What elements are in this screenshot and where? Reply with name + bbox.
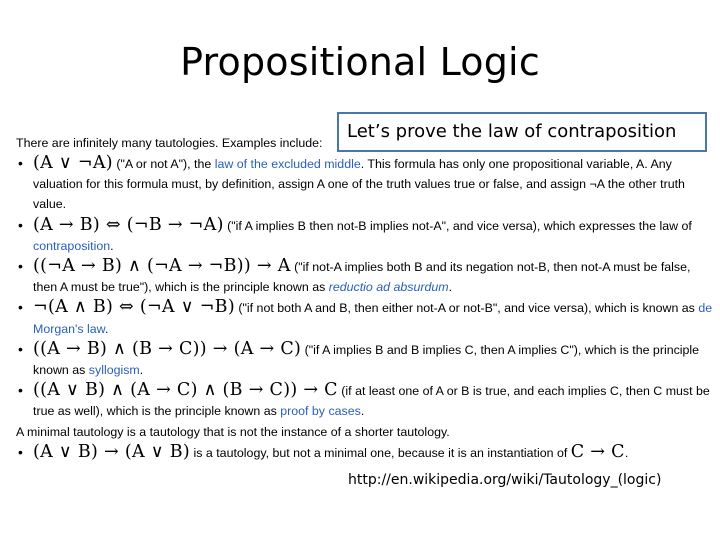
bullet-icon: • xyxy=(18,443,23,460)
wiki-link-proof-by-cases[interactable]: proof by cases xyxy=(280,404,361,419)
wiki-link-contraposition[interactable]: contraposition xyxy=(33,238,111,253)
formula: (A → B) ⇔ (¬B → ¬A) xyxy=(33,214,224,235)
formula: C → C xyxy=(570,441,625,462)
item-text: ("if A implies B and B implies C, then A implies C"), which is the principle known as xyxy=(33,342,700,378)
source-url: http://en.wikipedia.org/wiki/Tautology_(logic) xyxy=(348,472,662,488)
bullet-icon: • xyxy=(18,155,23,171)
item-text: . xyxy=(104,321,109,336)
tautology-list xyxy=(16,153,716,422)
item-text: (if at least one of A or B is true, and each implies C, then C must be true as well), which is the principle known as xyxy=(33,384,710,419)
formula: ((A ∨ B) ∧ (A → C) ∧ (B → C)) → C xyxy=(33,380,338,401)
item-text: . xyxy=(139,363,144,378)
item-text: is a tautology, but not a minimal one, because it is an instantiation of xyxy=(190,445,571,460)
wiki-link-de-morgan[interactable]: de Morgan's law xyxy=(33,301,713,336)
list-item xyxy=(16,442,716,463)
list-item xyxy=(16,215,716,256)
item-text: . This formula has only one propositional variable, A. Any valuation for this formula must, by definition, assign A one of the truth values true or false, and assign ¬A the other truth value. xyxy=(33,157,685,212)
slide-title: Propositional Logic xyxy=(180,40,540,84)
wiki-link-excluded-middle[interactable]: law of the excluded middle xyxy=(214,157,361,171)
item-text: . xyxy=(360,404,365,419)
list-item xyxy=(16,380,716,421)
item-text: . xyxy=(448,280,453,295)
callout-box: Let’s prove the law of contraposition xyxy=(337,112,707,152)
item-text: ("A or not A"), the xyxy=(112,157,215,171)
bullet-icon: • xyxy=(18,258,23,275)
bullet-icon: • xyxy=(18,382,23,399)
minimal-list xyxy=(16,442,716,463)
formula: ((¬A → B) ∧ (¬A → ¬B)) → A xyxy=(33,256,291,277)
wiki-link-syllogism[interactable]: syllogism xyxy=(88,363,140,378)
formula: (A ∨ ¬A) xyxy=(33,153,113,173)
formula: (A ∨ B) → (A ∨ B) xyxy=(33,441,191,462)
bullet-icon: • xyxy=(18,299,23,316)
formula: ¬(A ∧ B) ⇔ (¬A ∨ ¬B) xyxy=(33,297,235,318)
wiki-link-reductio[interactable]: reductio ad absurdum xyxy=(328,280,449,295)
formula: ((A → B) ∧ (B → C)) → (A → C) xyxy=(33,338,302,359)
item-text: ("if not both A and B, then either not-A or not-B", and vice versa), which is known as xyxy=(234,301,699,316)
list-item xyxy=(16,256,716,297)
list-item xyxy=(16,339,716,380)
bullet-icon: • xyxy=(18,216,23,233)
item-text: . xyxy=(624,445,629,460)
bullet-icon: • xyxy=(18,340,23,357)
list-item xyxy=(16,153,716,215)
wikipedia-excerpt xyxy=(16,133,716,463)
item-text: ("if A implies B then not-B implies not-A", and vice versa), which expresses the law of xyxy=(223,218,692,233)
list-item xyxy=(16,297,716,338)
minimal-tautology-text: A minimal tautology is a tautology that is not the instance of a shorter tautology. xyxy=(16,424,450,439)
intro-text: There are infinitely many tautologies. Examples include: xyxy=(16,136,323,150)
item-text: . xyxy=(110,238,114,253)
item-text: ("if not-A implies both B and its negation not-B, then not-A must be false, then A must be true"), which is the principle known as xyxy=(33,260,691,295)
